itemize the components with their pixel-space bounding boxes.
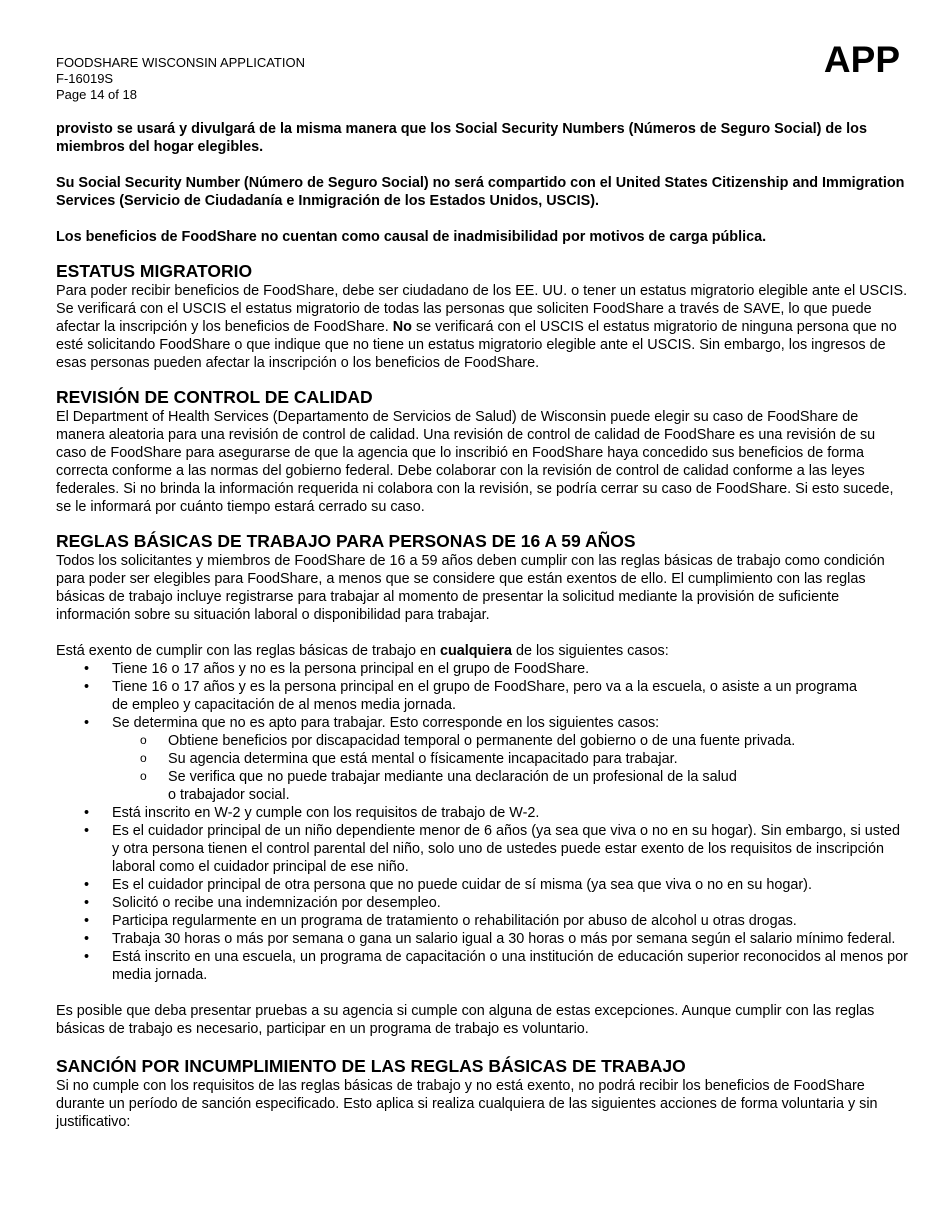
work-rules-heading: REGLAS BÁSICAS DE TRABAJO PARA PERSONAS DE 16 A 59 AÑOS (56, 531, 636, 551)
list-item: • Trabaja 30 horas o más por semana o gana un salario igual a 30 horas o más por semana según el salario mínimo federal. (56, 930, 908, 948)
list-item: • Solicitó o recibe una indemnización por desempleo. (56, 894, 908, 912)
list-item: • Es el cuidador principal de un niño dependiente menor de 6 años (ya sea que viva o no en su hogar). Sin embargo, si usted y otra persona tienen el control parental del niño, solo uno de ustedes puede estar exento de los requisitos de inscripción laboral como el cuidador principal de ese niño. (56, 822, 908, 876)
list-item: • Está inscrito en W-2 y cumple con los requisitos de trabajo de W-2. (56, 804, 908, 822)
proof-paragraph: Es posible que deba presentar pruebas a su agencia si cumple con alguna de estas excepciones. Aunque cumplir con las reglas básicas de trabajo es necesario, participar en un programa de trabajo es voluntario. (56, 1003, 875, 1037)
list-item: • Tiene 16 o 17 años y no es la persona principal en el grupo de FoodShare. (56, 660, 908, 678)
list-item: • Está inscrito en una escuela, un programa de capacitación o una institución de educación superior reconocidos al menos por media jornada. (56, 948, 908, 984)
page-number: Page 14 of 18 (56, 87, 137, 102)
sub-list-item: o Obtiene beneficios por discapacidad temporal o permanente del gobierno o de una fuente privada. (112, 732, 908, 750)
work-rules-text: Todos los solicitantes y miembros de FoodShare de 16 a 59 años deben cumplir con las reglas básicas de trabajo como condición para poder ser elegibles para FoodShare, a menos que se considere que están exentos de ello. El cumplimiento con las reglas básicas de trabajo incluye registrarse para trabajar al momento de presentar la solicitud mediante la provisión de suficiente información sobre su situación laboral o disponibilidad para trabajar. (56, 553, 885, 623)
exemption-list (56, 660, 908, 984)
list-item: • Tiene 16 o 17 años y es la persona principal en el grupo de FoodShare, pero va a la escuela, o asiste a un programa de empleo y capacitación de al menos media jornada. (56, 678, 908, 714)
list-item: • Se determina que no es apto para trabajar. Esto corresponde en los siguientes casos: o Obtiene beneficios por discapacidad temporal o permanente del gobierno o de una fuente privada. o Su agencia determina que está mental o físicamente incapacitado para trabajar. o Se verifica que no puede trabajar mediante una declaración de un profesional de la salud o trabajador social. (56, 714, 908, 804)
penalty-heading: SANCIÓN POR INCUMPLIMIENTO DE LAS REGLAS BÁSICAS DE TRABAJO (56, 1056, 686, 1076)
sub-list-item: o Su agencia determina que está mental o físicamente incapacitado para trabajar. (112, 750, 908, 768)
document-body (56, 120, 908, 1131)
sub-list-item: o Se verifica que no puede trabajar mediante una declaración de un profesional de la salud o trabajador social. (112, 768, 908, 804)
immigration-text: Para poder recibir beneficios de FoodShare, debe ser ciudadano de los EE. UU. o tener un estatus migratorio elegible ante el USCIS. Se verificará con el USCIS el estatus migratorio de todas las personas que soliciten FoodShare a través de SAVE, lo que puede afectar la inscripción y los beneficios de FoodShare. No se verificará con el USCIS el estatus migratorio de ninguna persona que no esté solicitando FoodShare o que indique que no tiene un estatus migratorio elegible ante el USCIS. Sin embargo, los ingresos de esas personas pueden afectar la inscripción o los beneficios de FoodShare. (56, 283, 908, 371)
app-badge: APP (823, 39, 900, 80)
ssn-uscis-paragraph: Su Social Security Number (Número de Seguro Social) no será compartido con el United States Citizenship and Immigration Services (Servicio de Ciudadanía e Inmigración de los Estados Unidos, USCIS). (56, 175, 905, 209)
ssn-usage-paragraph: provisto se usará y divulgará de la misma manera que los Social Security Numbers (Números de Seguro Social) de los miembros del hogar elegibles. (56, 121, 867, 155)
list-item: • Es el cuidador principal de otra persona que no puede cuidar de sí misma (ya sea que viva o no en su hogar). (56, 876, 908, 894)
penalty-text: Si no cumple con los requisitos de las reglas básicas de trabajo y no está exento, no podrá recibir los beneficios de FoodShare durante un período de sanción especificado. Esto aplica si realiza cualquiera de las siguientes acciones de forma voluntaria y sin justificativo: (56, 1078, 878, 1130)
immigration-heading: ESTATUS MIGRATORIO (56, 261, 253, 281)
quality-control-heading: REVISIÓN DE CONTROL DE CALIDAD (56, 387, 373, 407)
list-item: • Participa regularmente en un programa de tratamiento o rehabilitación por abuso de alcohol u otras drogas. (56, 912, 908, 930)
unfit-sublist (112, 732, 908, 804)
form-number: F-16019S (56, 71, 114, 86)
form-title: FOODSHARE WISCONSIN APPLICATION (56, 55, 305, 70)
public-charge-paragraph: Los beneficios de FoodShare no cuentan como causal de inadmisibilidad por motivos de carga pública. (56, 229, 767, 245)
quality-control-text: El Department of Health Services (Departamento de Servicios de Salud) de Wisconsin puede elegir su caso de FoodShare de manera aleatoria para una revisión de control de calidad. Una revisión de control de calidad de FoodShare es una revisión de su caso de FoodShare para asegurarse de que la agencia que lo inscribió en FoodShare haya concedido sus beneficios de forma correcta conforme a las normas del gobierno federal. Debe colaborar con la revisión de control de calidad conforme a las leyes federales. Si no brinda la información requerida ni colabora con la revisión, se podría cerrar su caso de FoodShare. Si esto sucede, se le informará por cuánto tiempo estará cerrado su caso. (56, 409, 894, 515)
exemption-intro: Está exento de cumplir con las reglas básicas de trabajo en cualquiera de los siguientes casos: (56, 643, 669, 659)
form-header (56, 55, 305, 103)
